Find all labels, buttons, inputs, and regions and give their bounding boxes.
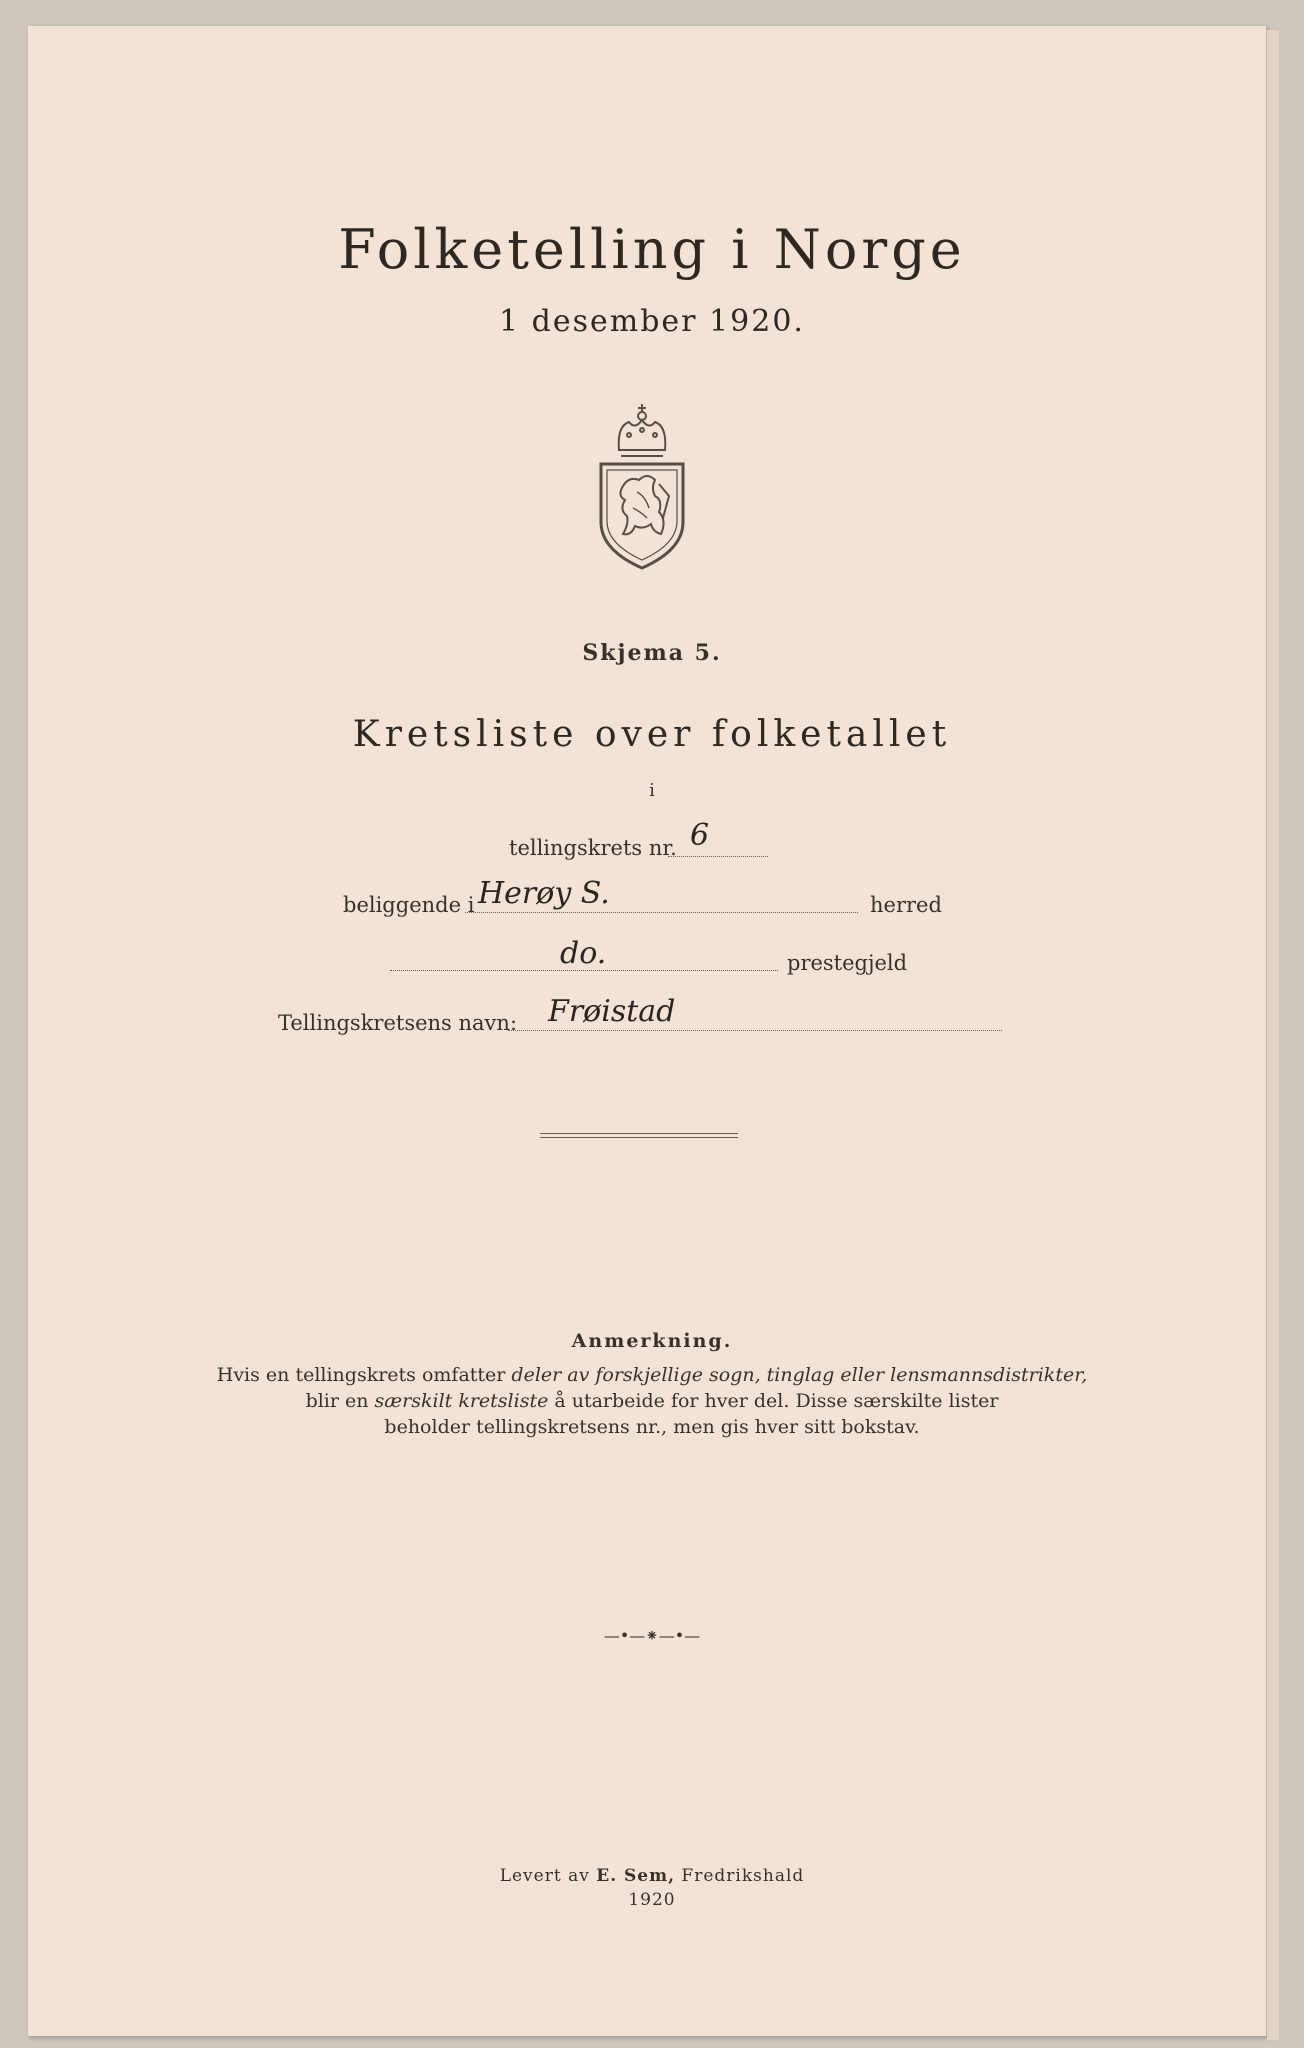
beliggende-dotted-line — [465, 912, 858, 913]
form-subtitle: Kretsliste over folketallet — [352, 714, 952, 755]
census-date: 1 desember 1920. — [499, 304, 805, 339]
note-line-2-text-b: å utarbeide for hver del. Disse særskilte lister — [548, 1390, 999, 1412]
norwegian-coat-of-arms-icon — [589, 400, 695, 570]
note-line-1-text: Hvis en tellingskrets omfatter — [216, 1364, 512, 1386]
kretsnavn-value: Frøistad — [548, 994, 676, 1029]
kretsnavn-dotted-line — [508, 1030, 1002, 1031]
schema-number: Skjema 5. — [582, 640, 722, 666]
beliggende-value: Herøy S. — [478, 876, 610, 911]
prestegjeld-label: prestegjeld — [787, 951, 908, 975]
ornament-divider: —•—⁕—•— — [603, 1626, 701, 1645]
printer-imprint — [0, 1866, 1304, 1886]
note-line-3: beholder tellingskretsens nr., men gis hver sitt bokstav. — [384, 1416, 920, 1438]
imprint-printer-name: E. Sem, — [596, 1866, 676, 1886]
note-heading: Anmerkning. — [571, 1330, 733, 1352]
herred-label: herred — [870, 893, 942, 917]
imprint-year: 1920 — [628, 1890, 676, 1910]
note-line-1-emphasis: deler av forskjellige sogn, tinglag eller lensmannsdistrikter, — [511, 1364, 1088, 1386]
note-line-2-emphasis: særskilt kretsliste — [374, 1390, 549, 1412]
preposition-i: i — [649, 780, 655, 801]
kretsnavn-label: Tellingskretsens navn: — [278, 1011, 518, 1035]
tellingskrets-dotted-line — [668, 856, 768, 857]
tellingskrets-label: tellingskrets nr. — [509, 836, 677, 860]
divider-rule — [540, 1133, 738, 1134]
divider-rule-lower — [540, 1137, 738, 1138]
note-line-2 — [200, 1388, 1104, 1414]
tellingskrets-value: 6 — [690, 818, 710, 853]
imprint-text-c: Fredrikshald — [675, 1866, 805, 1886]
document-title: Folketelling i Norge — [338, 218, 966, 281]
note-line-1 — [200, 1362, 1104, 1388]
beliggende-label: beliggende i — [343, 893, 475, 917]
imprint-text-a: Levert av — [499, 1866, 597, 1886]
note-line-2-text-a: blir en — [305, 1390, 375, 1412]
prestegjeld-value: do. — [560, 936, 607, 971]
